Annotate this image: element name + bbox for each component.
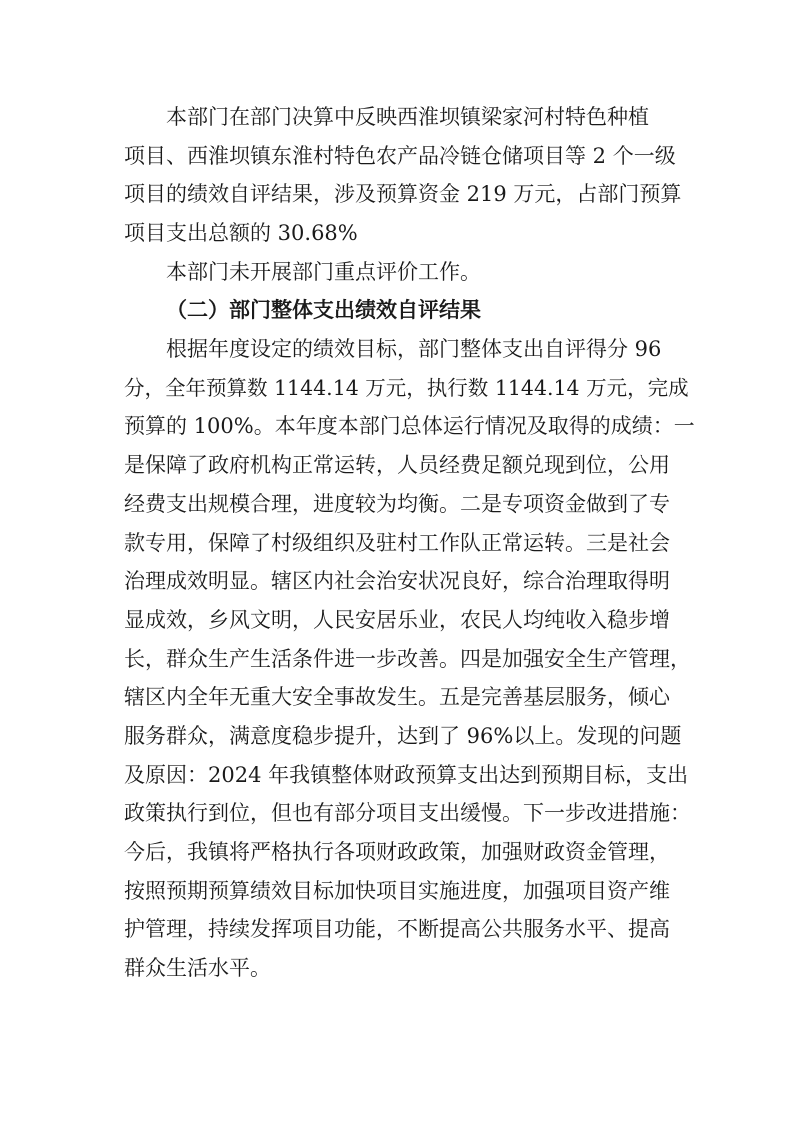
- paragraph-1-line-2: 项目、西淮坝镇东淮村特色农产品冷链仓储项目等 2 个一级: [124, 144, 676, 168]
- paragraph-3-line-3: 预算的 100%。本年度本部门总体运行情况及取得的成绩：一: [124, 414, 695, 438]
- paragraph-3-line-8: 显成效，乡风文明，人民安居乐业，农民人均纯收入稳步增: [124, 608, 670, 632]
- paragraph-3-line-5: 经费支出规模合理，进度较为均衡。二是专项资金做到了专: [124, 492, 670, 516]
- paragraph-3-line-2: 分，全年预算数 1144.14 万元，执行数 1144.14 万元，完成: [124, 376, 689, 400]
- paragraph-1-line-3: 项目的绩效自评结果，涉及预算资金 219 万元，占部门预算: [124, 182, 682, 206]
- paragraph-3-line-6: 款专用，保障了村级组织及驻村工作队正常运转。三是社会: [124, 531, 670, 555]
- paragraph-3-line-15: 按照预期预算绩效目标加快项目实施进度，加强项目资产维: [124, 879, 670, 903]
- paragraph-3-line-16: 护管理，持续发挥项目功能，不断提高公共服务水平、提高: [124, 917, 670, 941]
- paragraph-3-line-13: 政策执行到位，但也有部分项目支出缓慢。下一步改进措施：: [124, 801, 691, 825]
- paragraph-3-line-7: 治理成效明显。辖区内社会治安状况良好，综合治理取得明: [124, 569, 670, 593]
- paragraph-3-line-10: 辖区内全年无重大安全事故发生。五是完善基层服务，倾心: [124, 685, 670, 709]
- paragraph-1-line-1: 本部门在部门决算中反映西淮坝镇梁家河村特色种植: [166, 105, 649, 129]
- paragraph-2-line-1: 本部门未开展部门重点评价工作。: [166, 260, 481, 284]
- paragraph-3-line-17: 群众生活水平。: [124, 956, 271, 980]
- paragraph-1-line-4: 项目支出总额的 30.68%: [124, 221, 358, 245]
- paragraph-3-line-9: 长，群众生产生活条件进一步改善。四是加强安全生产管理，: [124, 647, 691, 671]
- section-heading: （二）部门整体支出绩效自评结果: [166, 298, 481, 322]
- paragraph-3-line-12: 及原因：2024 年我镇整体财政预算支出达到预期目标，支出: [124, 763, 689, 787]
- paragraph-3-line-4: 是保障了政府机构正常运转，人员经费足额兑现到位，公用: [124, 453, 670, 477]
- paragraph-3-line-1: 根据年度设定的绩效目标，部门整体支出自评得分 96: [166, 337, 662, 361]
- paragraph-3-line-11: 服务群众，满意度稳步提升，达到了 96%以上。发现的问题: [124, 724, 682, 748]
- paragraph-3-line-14: 今后，我镇将严格执行各项财政政策，加强财政资金管理，: [124, 840, 670, 864]
